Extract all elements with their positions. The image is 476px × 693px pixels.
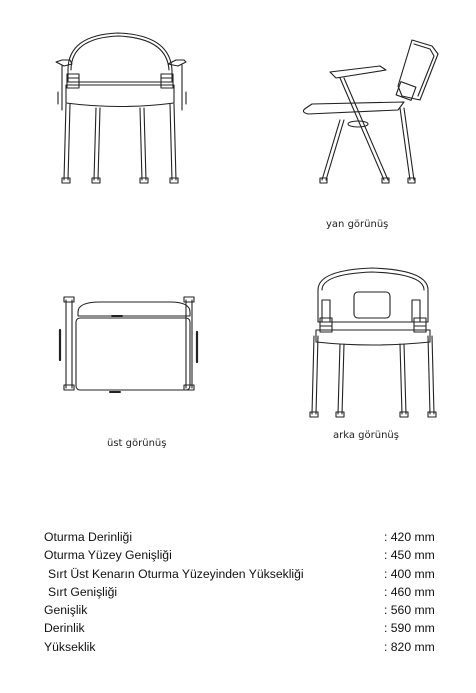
front-view-chair	[56, 33, 186, 183]
top-view-chair	[60, 297, 197, 392]
spec-value: : 460 mm	[384, 584, 435, 599]
spec-value: : 560 mm	[384, 603, 435, 618]
spec-value: : 450 mm	[384, 548, 435, 563]
spec-label: Derinlik	[44, 621, 85, 636]
spec-value: : 420 mm	[384, 530, 435, 544]
spec-label: Oturma Yüzey Genişliği	[44, 548, 172, 563]
spec-row-width	[44, 601, 440, 619]
spec-row-backrest-height	[44, 565, 440, 583]
spec-row-depth	[44, 619, 440, 637]
spec-table	[44, 528, 440, 656]
top-view-label: üst görünüş	[107, 438, 167, 449]
spec-label: Sırt Üst Kenarın Oturma Yüzeyinden Yüksekliği	[48, 566, 304, 581]
spec-row-backrest-width	[44, 583, 440, 601]
spec-row-height	[44, 638, 440, 656]
spec-value: : 400 mm	[384, 566, 435, 581]
spec-label: Sırt Genişliği	[48, 584, 118, 599]
back-view-chair	[310, 268, 436, 417]
side-view-chair	[303, 40, 438, 183]
spec-row-seat-depth	[44, 528, 440, 546]
spec-label: Genişlik	[44, 603, 88, 618]
spec-value: : 820 mm	[384, 639, 435, 654]
spec-value: : 590 mm	[384, 621, 435, 636]
back-view-label: arka görünüş	[333, 430, 399, 441]
spec-label: Yükseklik	[44, 639, 96, 654]
side-view-label: yan görünüş	[326, 219, 389, 230]
spec-row-seat-width	[44, 546, 440, 564]
spec-label: Oturma Derinliği	[44, 530, 133, 544]
